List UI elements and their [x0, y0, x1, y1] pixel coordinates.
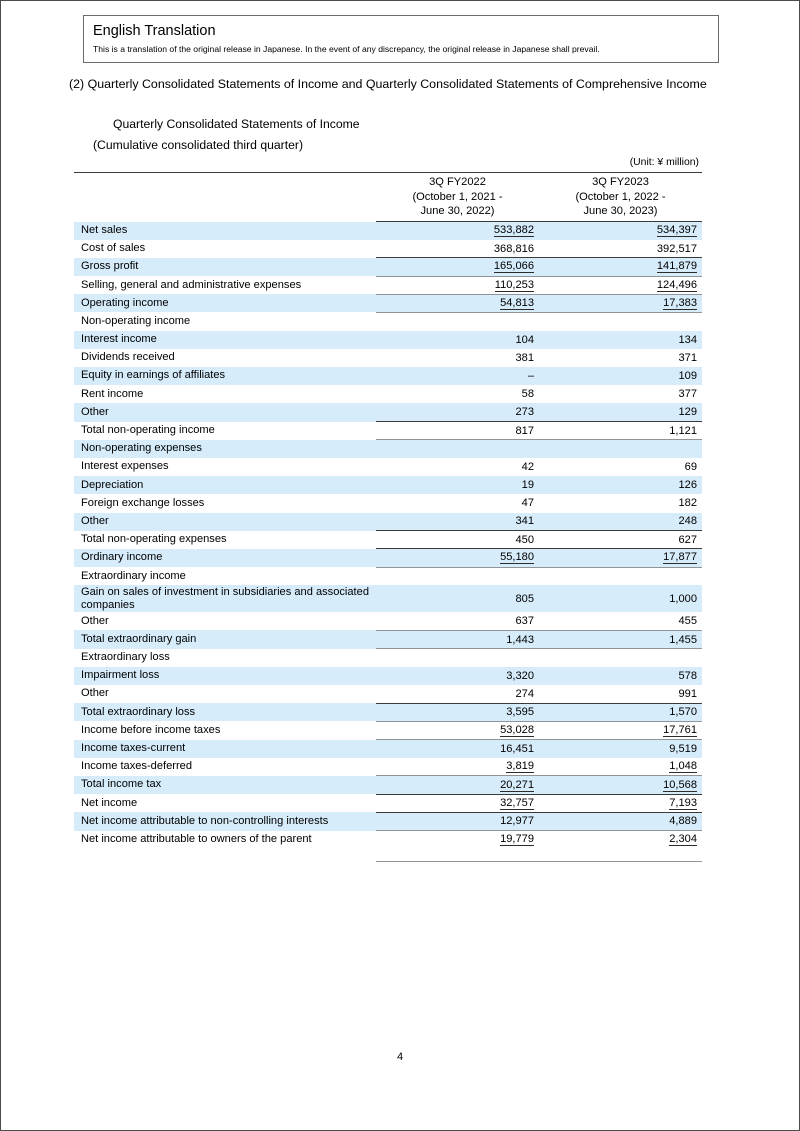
row-value-fy2022: 42 [521, 461, 534, 474]
row-value-fy2022: 58 [521, 388, 534, 401]
table-row [74, 585, 702, 612]
row-label: Gross profit [74, 258, 376, 276]
unit-note: (Unit: ¥ million) [629, 157, 699, 168]
row-label: Total non-operating income [81, 424, 215, 437]
table-row [74, 531, 702, 549]
table-row [74, 312, 702, 330]
column-header-fy2023 [539, 173, 702, 222]
row-value-fy2023: 371 [678, 351, 697, 364]
row-value-fy2023: 627 [539, 531, 702, 549]
row-label: Dividends received [81, 351, 175, 364]
row-value-fy2023: 7,193 [539, 794, 702, 812]
col2-line1: 3Q FY2023 [592, 176, 649, 189]
table-row [74, 703, 702, 721]
row-value-fy2023: 182 [678, 497, 697, 510]
notice-title: English Translation [93, 23, 216, 39]
row-value-fy2022: 12,977 [376, 812, 539, 830]
row-value-fy2022: 817 [376, 422, 539, 440]
row-value-fy2022: 20,271 [376, 776, 539, 794]
table-row [74, 740, 702, 758]
row-value-fy2023: 1,121 [539, 422, 702, 440]
table-row [74, 685, 702, 703]
row-value-fy2022: 341 [376, 513, 539, 531]
row-value-fy2023 [539, 567, 702, 585]
table-row [74, 258, 702, 276]
row-label: Income before income taxes [81, 723, 221, 736]
row-value-fy2023: 141,879 [539, 258, 702, 276]
row-value-fy2023 [539, 312, 702, 330]
table-row [74, 422, 702, 440]
row-value-fy2023: 109 [539, 367, 702, 385]
col2-line3: June 30, 2023) [583, 205, 658, 218]
row-value-fy2022: 3,595 [376, 703, 539, 721]
table-row [74, 513, 702, 531]
row-value-fy2022: 16,451 [376, 740, 539, 758]
row-label: Other [81, 687, 109, 700]
table-row [74, 294, 702, 312]
row-value-fy2023: 1,570 [539, 703, 702, 721]
row-value-fy2022 [376, 312, 539, 330]
row-value-fy2022: 805 [376, 585, 539, 612]
column-header-label [74, 173, 376, 222]
row-value-fy2023: 4,889 [539, 812, 702, 830]
table-row [74, 549, 702, 567]
row-label: Gain on sales of investment in subsidiaries and associated companies [74, 585, 376, 612]
row-value-fy2023: 69 [684, 461, 697, 474]
statement-heading: Quarterly Consolidated Statements of Income [113, 117, 360, 131]
col1-line2: (October 1, 2021 - [412, 190, 503, 203]
row-value-fy2023: 578 [539, 667, 702, 685]
table-row [74, 831, 702, 849]
row-label: Extraordinary loss [81, 651, 170, 664]
row-value-fy2023: 534,397 [539, 222, 702, 240]
row-label: Interest income [74, 331, 376, 349]
row-value-fy2022: 3,819 [506, 760, 534, 773]
row-label: Net income attributable to non-controlling interests [74, 812, 376, 830]
row-value-fy2022: 165,066 [376, 258, 539, 276]
row-value-fy2022: 110,253 [376, 276, 539, 294]
row-value-fy2022: 47 [521, 497, 534, 510]
row-value-fy2023: 991 [678, 687, 697, 700]
row-value-fy2022: 381 [515, 351, 534, 364]
table-row [74, 458, 702, 476]
row-value-fy2023: 17,761 [539, 721, 702, 739]
row-value-fy2022: 368,816 [493, 242, 534, 255]
row-label: Operating income [74, 294, 376, 312]
table-row [74, 240, 702, 258]
period-heading: (Cumulative consolidated third quarter) [93, 138, 303, 152]
row-value-fy2023: 134 [539, 331, 702, 349]
table-body [74, 222, 702, 849]
table-closing-rule [376, 861, 702, 862]
row-value-fy2022: 274 [515, 687, 534, 700]
row-value-fy2023: 392,517 [656, 242, 697, 255]
income-statement-table [74, 172, 702, 849]
row-label: Net income attributable to owners of the parent [81, 832, 312, 845]
row-value-fy2022: – [376, 367, 539, 385]
col2-line2: (October 1, 2022 - [575, 190, 666, 203]
row-value-fy2023: 377 [678, 388, 697, 401]
row-value-fy2022: 19 [376, 476, 539, 494]
row-value-fy2023: 9,519 [539, 740, 702, 758]
table-row [74, 794, 702, 812]
table-row [74, 367, 702, 385]
row-label: Total non-operating expenses [81, 533, 227, 546]
row-value-fy2023: 1,000 [539, 585, 702, 612]
col1-line1: 3Q FY2022 [429, 176, 486, 189]
section-heading: (2) Quarterly Consolidated Statements of Income and Quarterly Consolidated Statements of Comprehensive Income [69, 77, 707, 91]
row-label: Extraordinary income [81, 569, 186, 582]
table-row [74, 349, 702, 367]
table-row [74, 276, 702, 294]
row-label: Income taxes-current [74, 740, 376, 758]
row-label: Other [74, 403, 376, 421]
row-value-fy2023: 1,455 [539, 630, 702, 648]
row-value-fy2023: 2,304 [539, 831, 702, 849]
row-value-fy2023: 1,048 [669, 760, 697, 773]
row-value-fy2023: 129 [539, 403, 702, 421]
table-row [74, 776, 702, 794]
row-label: Net sales [74, 222, 376, 240]
row-label: Foreign exchange losses [81, 496, 205, 509]
column-header-fy2022 [376, 173, 539, 222]
table-header [74, 173, 702, 222]
row-value-fy2023: 10,568 [539, 776, 702, 794]
row-value-fy2022: 273 [376, 403, 539, 421]
row-value-fy2023: 126 [539, 476, 702, 494]
table-row [74, 630, 702, 648]
table-row [74, 612, 702, 630]
table-row [74, 385, 702, 403]
row-label: Non-operating expenses [74, 440, 376, 458]
row-value-fy2022: 53,028 [376, 721, 539, 739]
row-label: Other [74, 513, 376, 531]
row-value-fy2023: 124,496 [539, 276, 702, 294]
row-value-fy2022 [376, 567, 539, 585]
row-value-fy2023 [539, 440, 702, 458]
table-row [74, 649, 702, 667]
row-label: Total income tax [74, 776, 376, 794]
row-label: Total extraordinary gain [74, 630, 376, 648]
row-label: Cost of sales [81, 242, 146, 255]
table-row [74, 567, 702, 585]
row-value-fy2023: 455 [678, 615, 697, 628]
table-row [74, 403, 702, 421]
row-value-fy2022 [376, 440, 539, 458]
english-translation-notice [83, 15, 719, 63]
row-label: Depreciation [74, 476, 376, 494]
row-label: Total extraordinary loss [74, 703, 376, 721]
table-row [74, 476, 702, 494]
table-row [74, 667, 702, 685]
row-value-fy2022: 55,180 [376, 549, 539, 567]
row-value-fy2022: 54,813 [376, 294, 539, 312]
row-value-fy2022: 32,757 [376, 794, 539, 812]
row-label: Rent income [81, 387, 144, 400]
row-label: Income taxes-deferred [81, 760, 192, 773]
notice-subtitle: This is a translation of the original release in Japanese. In the event of any discrepancy, the original release in Japanese shall prevail. [93, 44, 600, 54]
table-row [74, 494, 702, 512]
table-row [74, 721, 702, 739]
row-label: Impairment loss [74, 667, 376, 685]
table-row [74, 331, 702, 349]
row-value-fy2022: 3,320 [376, 667, 539, 685]
row-label: Selling, general and administrative expenses [81, 278, 302, 291]
row-value-fy2022: 450 [376, 531, 539, 549]
row-value-fy2022: 637 [515, 615, 534, 628]
row-value-fy2022: 19,779 [376, 831, 539, 849]
row-label: Interest expenses [81, 460, 169, 473]
row-label: Non-operating income [81, 314, 191, 327]
row-value-fy2022: 104 [376, 331, 539, 349]
row-value-fy2023 [539, 649, 702, 667]
row-label: Other [81, 614, 109, 627]
row-value-fy2023: 248 [539, 513, 702, 531]
row-value-fy2023: 17,877 [539, 549, 702, 567]
table-row [74, 812, 702, 830]
table-row [74, 222, 702, 240]
row-label: Ordinary income [74, 549, 376, 567]
row-label: Net income [81, 796, 138, 809]
page-number: 4 [396, 1051, 404, 1063]
table-row [74, 440, 702, 458]
row-value-fy2022: 533,882 [376, 222, 539, 240]
col1-line3: June 30, 2022) [420, 205, 495, 218]
row-value-fy2023: 17,383 [539, 294, 702, 312]
row-value-fy2022: 1,443 [376, 630, 539, 648]
table-row [74, 758, 702, 776]
row-label: Equity in earnings of affiliates [74, 367, 376, 385]
row-value-fy2022 [376, 649, 539, 667]
